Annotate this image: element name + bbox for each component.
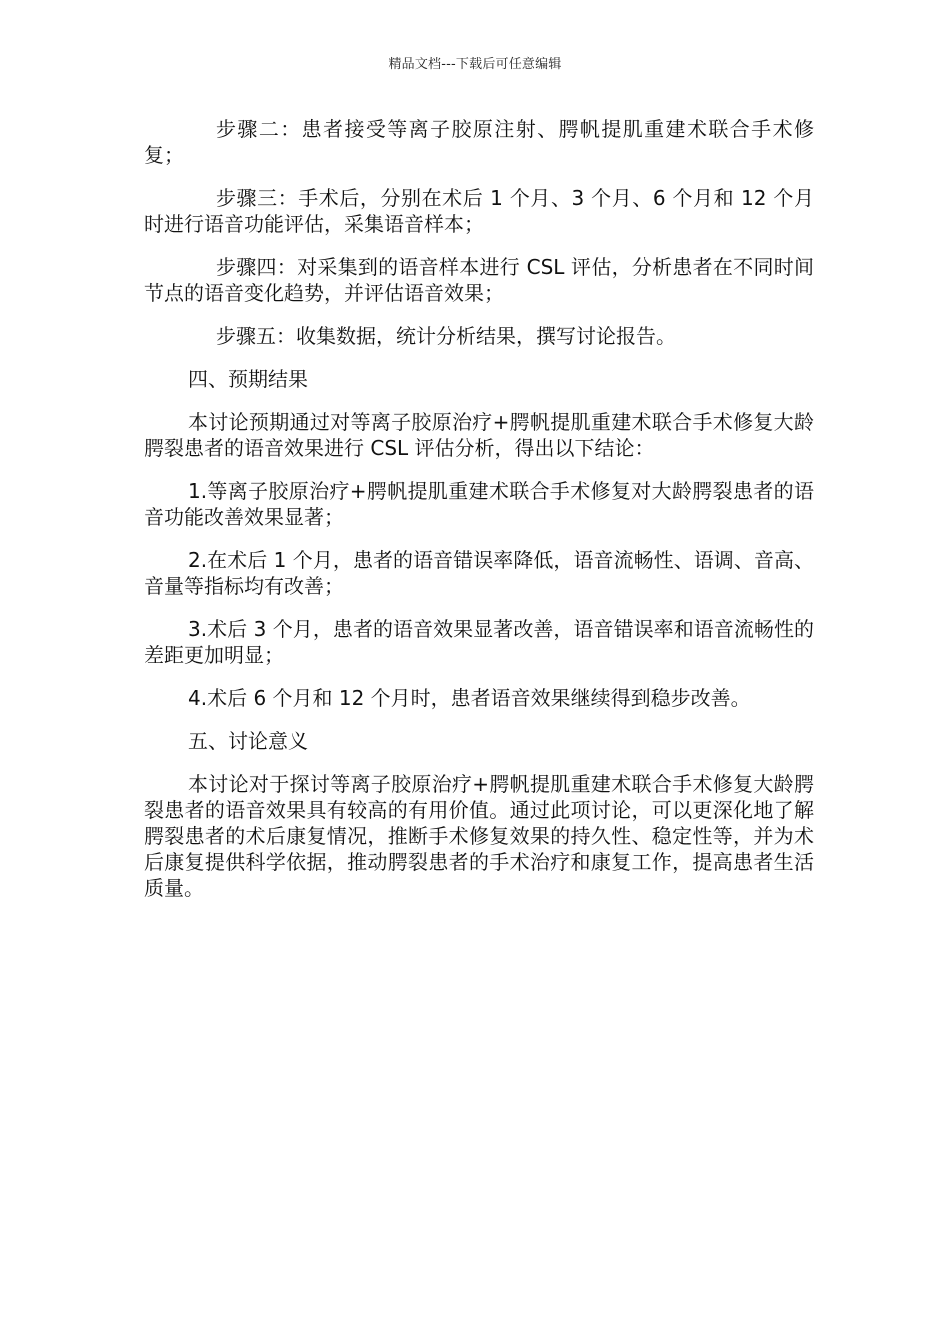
conclusion-item-3: 3.术后 3 个月，患者的语音效果显著改善，语音错误率和语音流畅性的差距更加明显；: [144, 617, 814, 667]
step-two-paragraph: 步骤二：患者接受等离子胶原注射、腭帆提肌重建术联合手术修复；: [144, 117, 814, 167]
step-three-paragraph: 步骤三：手术后，分别在术后 1 个月、3 个月、6 个月和 12 个月时进行语音功能评估，采集语音样本；: [144, 186, 814, 236]
step-four-paragraph: 步骤四：对采集到的语音样本进行 CSL 评估，分析患者在不同时间节点的语音变化趋势，并评估语音效果；: [144, 255, 814, 305]
section-heading-significance: 五、讨论意义: [188, 729, 308, 753]
conclusion-item-2: 2.在术后 1 个月，患者的语音错误率降低，语音流畅性、语调、音高、音量等指标均有改善；: [144, 548, 814, 598]
page-header: 精品文档---下载后可任意编辑: [388, 57, 562, 72]
conclusion-item-4: 4.术后 6 个月和 12 个月时，患者语音效果继续得到稳步改善。: [188, 686, 751, 710]
document-body: [144, 116, 814, 918]
step-five-paragraph: 步骤五：收集数据，统计分析结果，撰写讨论报告。: [216, 324, 676, 348]
significance-paragraph: 本讨论对于探讨等离子胶原治疗+腭帆提肌重建术联合手术修复大龄腭裂患者的语音效果具有较高的有用价值。通过此项讨论，可以更深化地了解腭裂患者的术后康复情况，推断手术修复效果的持久性、稳定性等，并为术后康复提供科学依据，推动腭裂患者的手术治疗和康复工作，提高患者生活质量。: [144, 772, 814, 900]
expected-results-intro: 本讨论预期通过对等离子胶原治疗+腭帆提肌重建术联合手术修复大龄腭裂患者的语音效果进行 CSL 评估分析，得出以下结论：: [144, 410, 814, 460]
section-heading-expected-results: 四、预期结果: [188, 367, 308, 391]
conclusion-item-1: 1.等离子胶原治疗+腭帆提肌重建术联合手术修复对大龄腭裂患者的语音功能改善效果显著；: [144, 479, 814, 529]
